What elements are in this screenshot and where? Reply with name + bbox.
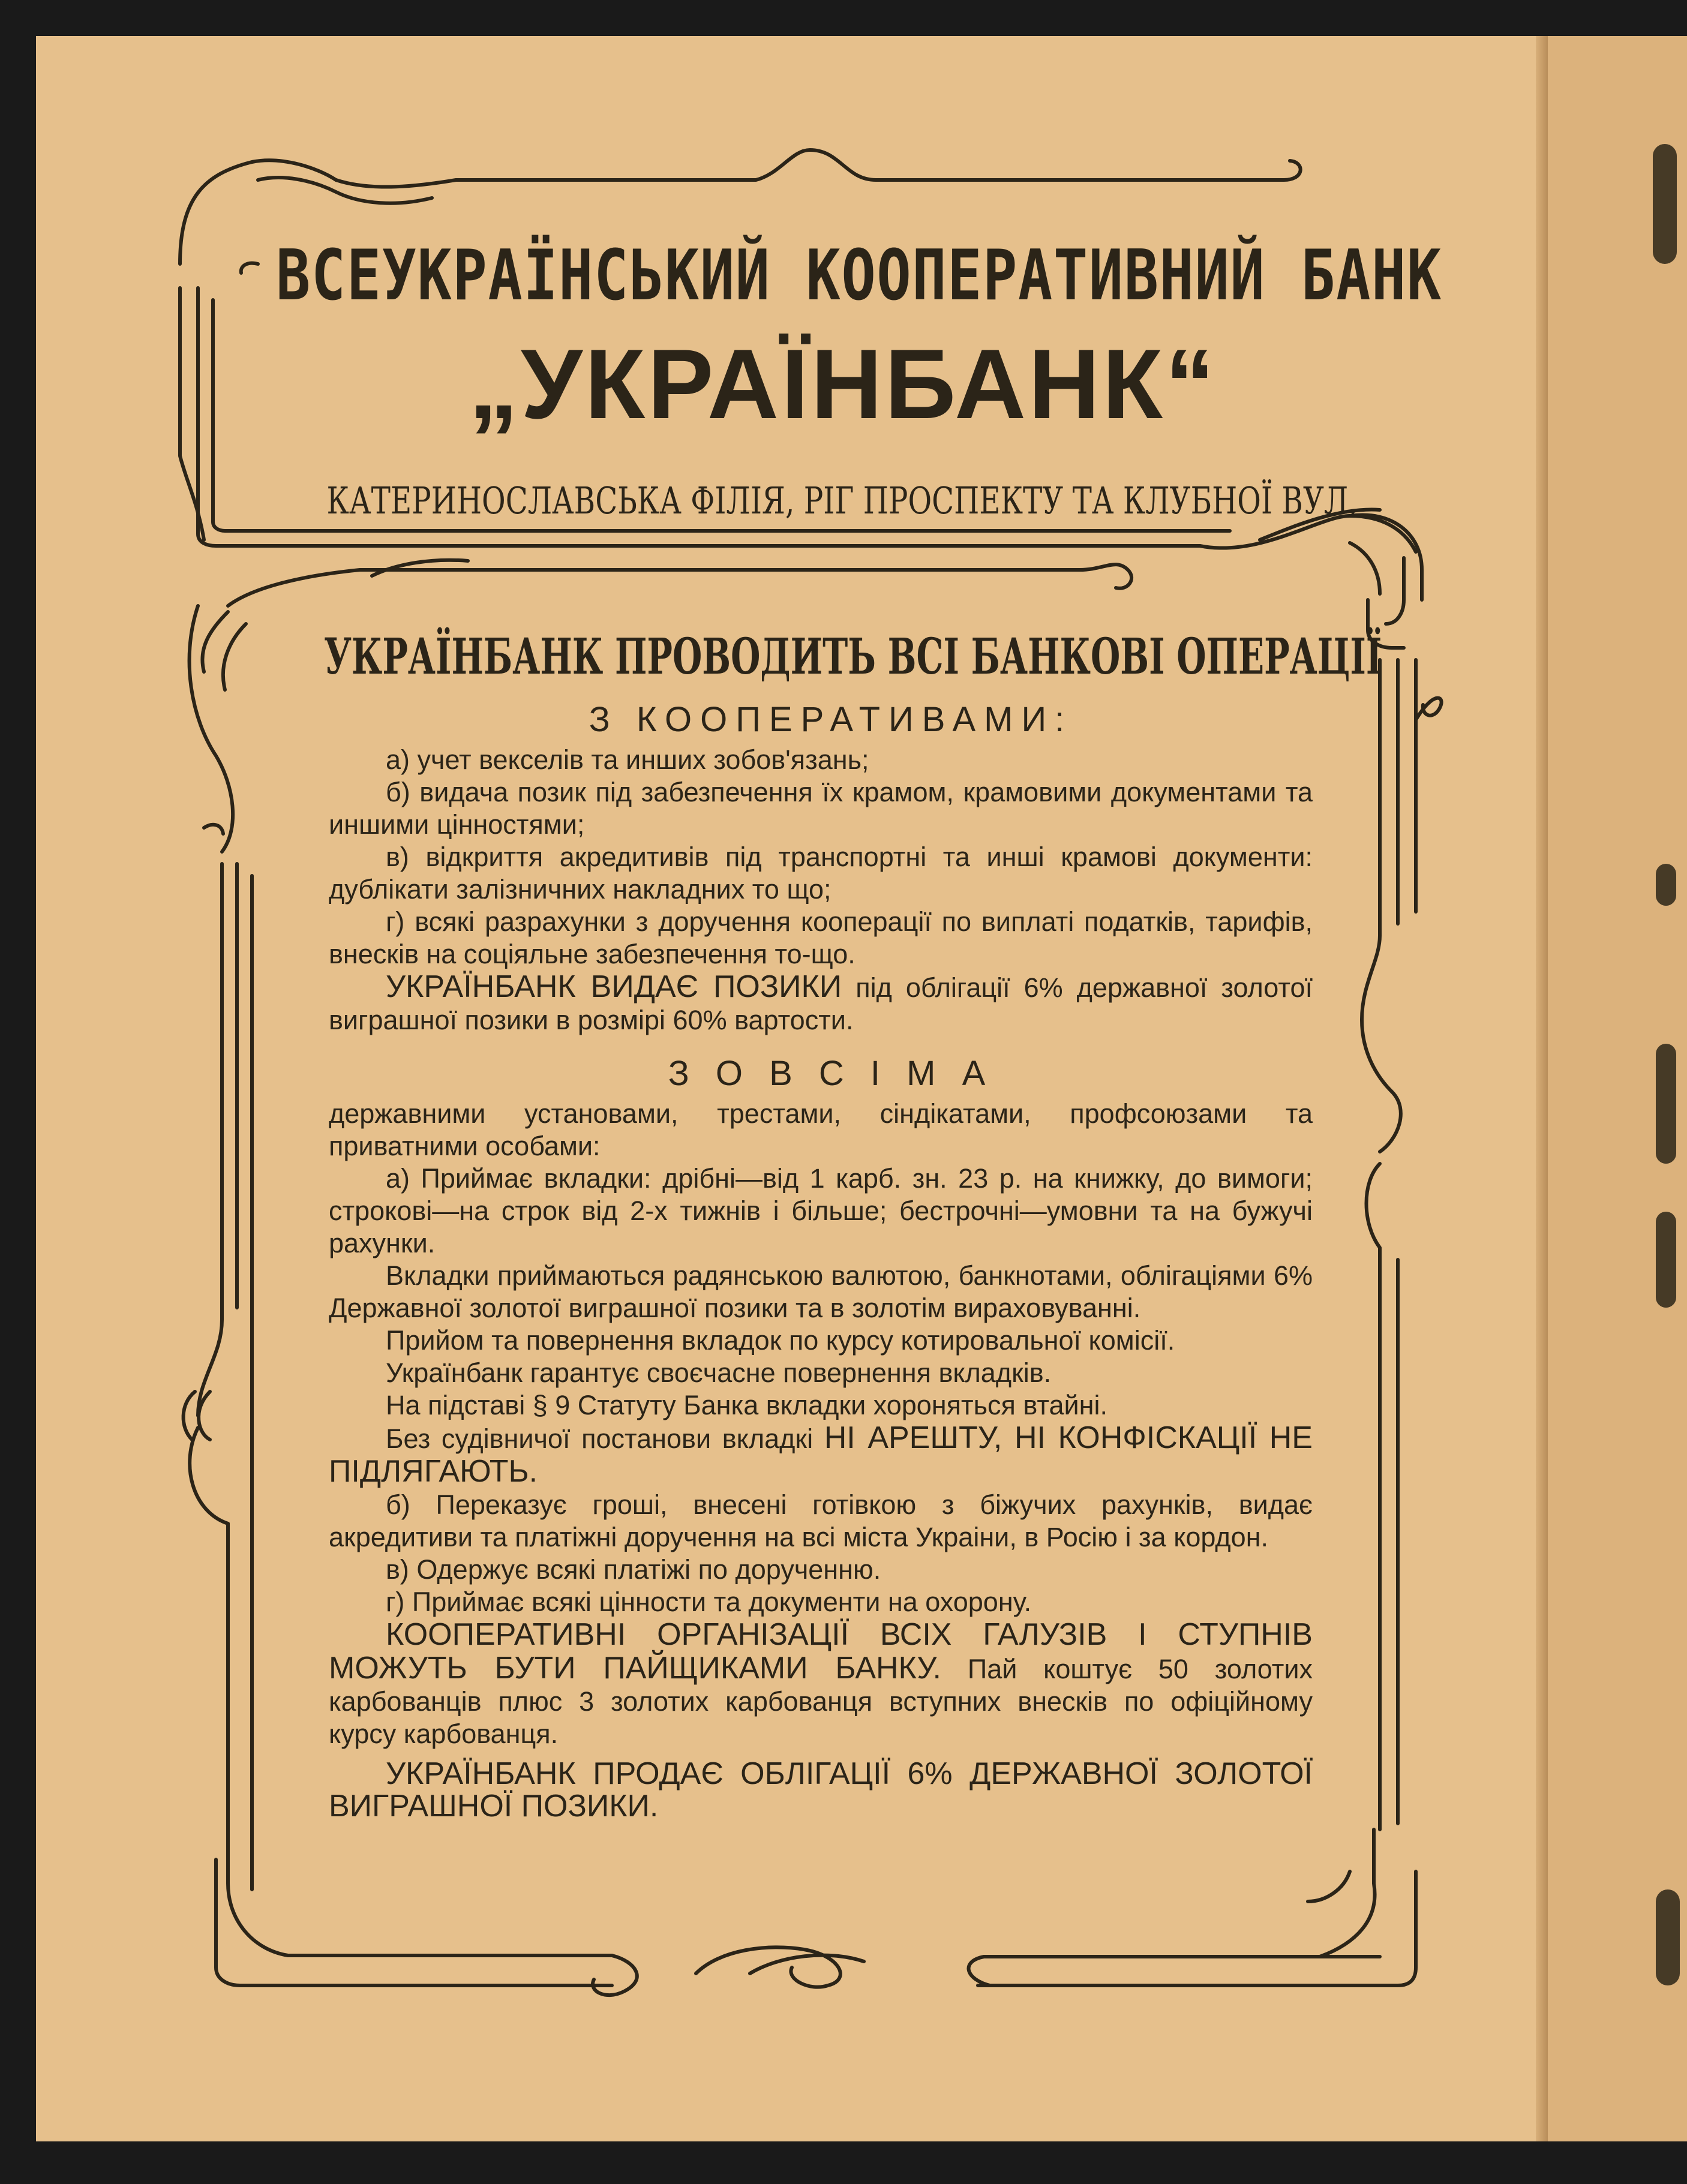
cooperatives-list — [329, 744, 1313, 1037]
branch-address: КАТЕРИНОСЛАВСЬКА ФІЛІЯ, РІГ ПРОСПЕКТУ ТА КЛУБНОЇ ВУЛ. — [326, 479, 1358, 522]
operations-heading: УКРАЇНБАНК ПРОВОДИТЬ ВСІ БАНКОВІ ОПЕРАЦІЇ — [324, 628, 1382, 686]
loans-text: під облігації 6% державної золотої виграшної позики в розмірі 60% вартости. — [329, 972, 1313, 1035]
coop-item: б) видача позик під забезпечення їх крамом, крамовими документами та иншими цінностями; — [329, 777, 1313, 840]
no-seizure-paragraph — [329, 1422, 1313, 1489]
bank-name: „УКРАЇНБАНК“ — [469, 329, 1217, 439]
custody-item: г) Приймає всякі цінности та документи на охорону. — [386, 1587, 1032, 1617]
shares-paragraph — [329, 1618, 1313, 1750]
cooperatives-heading: З КООПЕРАТИВАМИ: — [589, 700, 1073, 739]
guarantee-line: Українбанк гарантує своєчасне повернення вкладків. — [386, 1357, 1052, 1388]
loans-paragraph — [329, 971, 1313, 1037]
no-seizure-caps: НІ АРЕШТУ, НІ КОНФІСКАЦІЇ НЕ ПІДЛЯГАЮТЬ. — [329, 1420, 1313, 1489]
institutions-intro: державними установами, трестами, сіндікатами, профсоюзами та приватними особами: — [329, 1098, 1313, 1161]
deposits-currency: Вкладки приймаються радянською валютою, банкнотами, облігаціями 6% Державної золотої виграшної позики та в золотім вираховуванні. — [329, 1260, 1313, 1323]
institutions-list — [329, 1098, 1313, 1822]
coop-item: в) відкриття акредитивів під транспортні та инші крамові документи: дублікати залізничних накладних то що; — [329, 842, 1313, 905]
coop-item: г) всякі разрахунки з доручення кооперації по виплаті податків, тарифів, внесків на соціяльне забезпечення то-що. — [329, 906, 1313, 969]
transfers-item: б) Переказує гроші, внесені готівкою з біжучих рахунків, видає акредитиви та платіжні доручення на всі міста Украіни, в Росію і за кордон. — [329, 1489, 1313, 1552]
shares-caps: КООПЕРАТИВНІ ОРГАНІЗАЦІЇ ВСІХ ГАЛУЗІВ І СТУПНІВ МОЖУТЬ БУТИ ПАЙЩИКАМИ БАНКУ. — [329, 1617, 1313, 1686]
bank-title: ВСЕУКРАЇНСЬКИЙ КООПЕРАТИВНИЙ БАНК — [276, 235, 1442, 316]
deposits-rate: Прийом та повернення вкладок по курсу котировальної комісії. — [386, 1325, 1175, 1356]
loans-caps: УКРАЇНБАНК ВИДАЄ ПОЗИКИ — [386, 969, 842, 1004]
all-institutions-heading: З О В С І М А — [668, 1054, 994, 1093]
bonds-sale-line: УКРАЇНБАНК ПРОДАЄ ОБЛІГАЦІЇ 6% ДЕРЖАВНОЇ ЗОЛОТОЇ ВИГРАШНОЇ ПОЗИКИ. — [329, 1756, 1313, 1823]
deposits-item: а) Приймає вкладки: дрібні—від 1 карб. зн. 23 р. на книжку, до вимоги; строкові—на строк від 2-х тижнів і більше; бестрочні—умовни та на бужучі рахунки. — [329, 1163, 1313, 1258]
coop-item: а) учет векселів та инших зобов'язань; — [386, 744, 869, 775]
shares-text: Пай коштує 50 золотих карбованців плюс 3 золотих карбованця вступних внесків по офіційному курсу карбованця. — [329, 1654, 1313, 1749]
payments-item: в) Одержує всякі платіжі по дорученню. — [386, 1554, 881, 1585]
no-seizure-text: Без судівничої постанови вкладкі — [386, 1423, 814, 1454]
secrecy-line: На підставі § 9 Статуту Банка вкладки хороняться втайні. — [386, 1390, 1107, 1420]
